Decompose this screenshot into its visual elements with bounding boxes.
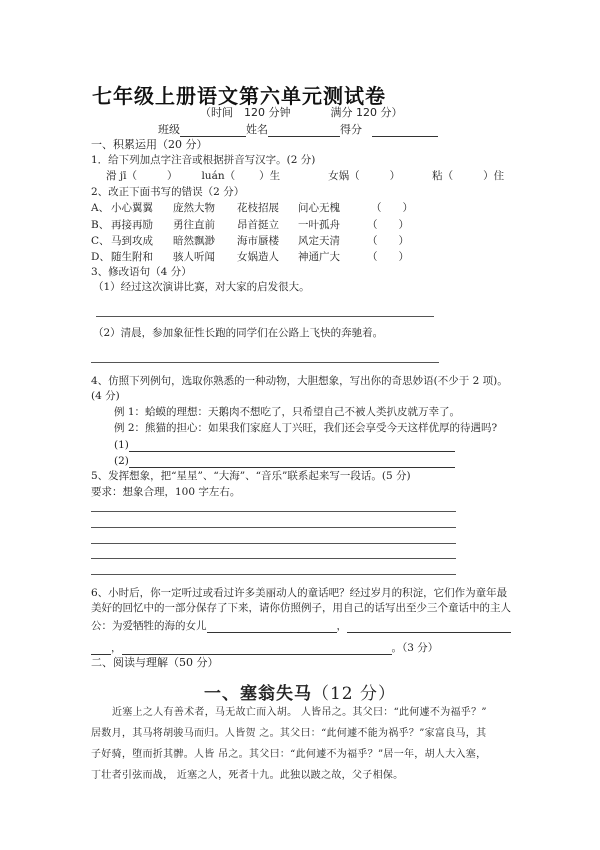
part2-heading: 二、阅读与理解（50 分） xyxy=(91,656,219,669)
q2-answer-blank: （ ） xyxy=(367,235,409,247)
q2-option-label: B、 xyxy=(91,219,110,231)
q2-answer-blank: （ ） xyxy=(367,251,409,263)
q1-item: luán（ xyxy=(201,170,236,182)
answer-line[interactable] xyxy=(129,456,455,468)
exam-time: （时间 120 分钟 xyxy=(200,106,291,119)
q1-text: 1．给下列加点字注音或根据拼音写汉字。(2 分) xyxy=(91,154,316,166)
q6-line-4 xyxy=(91,641,438,655)
page-title: 七年级上册语文第六单元测试卷 xyxy=(92,84,386,108)
part1-heading: 一、积累运用（20 分） xyxy=(91,138,208,151)
q1-item: ） xyxy=(166,170,178,182)
answer-line[interactable] xyxy=(347,621,511,633)
q1-item: 滑 jī（ xyxy=(106,170,137,182)
q2-option-label: D、 xyxy=(91,251,110,263)
q2-word: 再接再励 xyxy=(111,219,153,231)
q6-line-2: 美好的回忆中的一部分保存了下来，请你仿照例子，用自己的话写出至少三个童话中的主人 xyxy=(91,602,511,614)
q2-word: 海市蜃楼 xyxy=(237,235,279,247)
q6-points: 。（3 分） xyxy=(391,642,439,654)
q2-word: 昂首挺立 xyxy=(237,219,279,231)
q6-line-3 xyxy=(91,619,511,633)
q2-word: 一叶孤舟 xyxy=(298,219,340,231)
q2-word: 庞然大物 xyxy=(173,202,215,214)
answer-line[interactable] xyxy=(91,362,439,363)
q1-item: 粘（ xyxy=(432,170,454,182)
q4-example-1: 例 1：蛤蟆的理想：天鹅肉不想吃了，只希望自己不被人类扒皮就万幸了。 xyxy=(114,406,461,418)
answer-line[interactable] xyxy=(207,621,337,633)
q1-items xyxy=(106,169,504,183)
q3-sentence-1: （1）经过这次演讲比赛，对大家的启发很大。 xyxy=(93,281,310,293)
answer-line[interactable] xyxy=(91,574,456,575)
blank-label: (1) xyxy=(114,439,129,451)
q1-item: ）生 xyxy=(259,170,281,182)
passage-title-text: 一、塞翁失马 xyxy=(203,684,312,704)
answer-line[interactable] xyxy=(91,543,456,544)
q2-word: 问心无槐 xyxy=(298,202,340,214)
comma: ， xyxy=(336,620,347,632)
q4-text: 4、仿照下列例句，选取你熟悉的一种动物，大胆想象，写出你的奇思妙语(不少于 2 项)。 xyxy=(91,375,508,387)
q2-answer-blank: （ ） xyxy=(367,219,409,231)
q2-word: 花枝招展 xyxy=(237,202,279,214)
answer-line[interactable] xyxy=(129,440,455,452)
q5-requirement: 要求：想象合理，100 字左右。 xyxy=(91,486,241,498)
student-info xyxy=(158,123,438,137)
q2-option-label: C、 xyxy=(91,235,110,247)
passage-line: 丁壮者引弦而战， 近塞之人，死者十九。此独以跛之故，父子相保。 xyxy=(91,770,404,781)
q4-blank-1 xyxy=(114,438,455,452)
passage-line: 居数月，其马将胡骏马而归。人皆贺 之。其父曰：“此何遽不能为祸乎？”家富良马，其 xyxy=(91,728,487,739)
q2-word: 神通广大 xyxy=(298,251,340,263)
q2-word: 马到攻成 xyxy=(111,235,153,247)
comma: ， xyxy=(111,642,122,654)
score-field[interactable] xyxy=(372,125,438,137)
q2-word: 骇人听闻 xyxy=(173,251,215,263)
q5-text: 5、发挥想象，把“星星”、“大海”、“音乐”联系起来写一段话。(5 分) xyxy=(91,470,411,482)
passage-title xyxy=(0,679,600,704)
q4-blank-2 xyxy=(114,454,455,468)
q2-word: 风定天清 xyxy=(298,235,340,247)
q2-word: 随生附和 xyxy=(111,251,153,263)
q1-item: ）住 xyxy=(483,170,505,182)
answer-line[interactable] xyxy=(91,558,456,559)
name-label: 姓名 xyxy=(246,123,268,136)
time-info xyxy=(200,106,403,120)
q1-item: ） xyxy=(389,170,401,182)
q1-item: 女娲（ xyxy=(328,170,360,182)
q2-answer-blank: （ ） xyxy=(371,202,413,214)
blank-label: (2) xyxy=(114,455,129,467)
q2-option-label: A、 xyxy=(91,202,110,214)
answer-line[interactable] xyxy=(122,643,392,655)
class-label: 班级 xyxy=(158,123,180,136)
q2-text: 2、改正下面书写的错误（2 分） xyxy=(91,186,245,198)
q2-word: 勇往直前 xyxy=(173,219,215,231)
passage-line: 子好骑，堕而折其髀。人皆 吊之。其父曰：“此何遽不为福乎？”居一年，胡人大入塞， xyxy=(91,749,487,760)
name-field[interactable] xyxy=(268,125,340,137)
passage-line: 近塞上之人有善术者，马无故亡而入胡。 人皆吊之。其父曰：“此何遽不为福乎？” xyxy=(112,707,487,718)
q3-text: 3、修改语句（4 分） xyxy=(91,266,192,278)
answer-line[interactable] xyxy=(96,316,434,317)
q4-points: (4 分) xyxy=(91,390,120,402)
answer-line[interactable] xyxy=(91,527,456,528)
answer-line[interactable] xyxy=(91,643,111,655)
q2-word: 暗然飘渺 xyxy=(173,235,215,247)
q4-example-2: 例 2：熊猫的担心：如果我们家庭人丁兴旺，我们还会享受今天这样优厚的待遇吗? xyxy=(114,422,498,434)
q2-word: 女娲造人 xyxy=(237,251,279,263)
q6-line-1: 6、小时后，你一定听过或看过许多美丽动人的童话吧？经过岁月的积淀，它们作为童年最 xyxy=(91,587,508,599)
q2-word: 小心翼翼 xyxy=(111,202,153,214)
answer-line[interactable] xyxy=(91,511,456,512)
score-label: 得分 xyxy=(340,123,362,136)
class-field[interactable] xyxy=(180,125,246,137)
full-score: 满分 120 分） xyxy=(330,106,403,119)
passage-points: （12 分） xyxy=(311,684,397,704)
q3-sentence-2: （2）清晨，参加象征性长跑的同学们在公路上飞快的奔驰着。 xyxy=(93,327,384,339)
q6-example: 公：为爱牺牲的海的女儿 xyxy=(91,620,207,632)
